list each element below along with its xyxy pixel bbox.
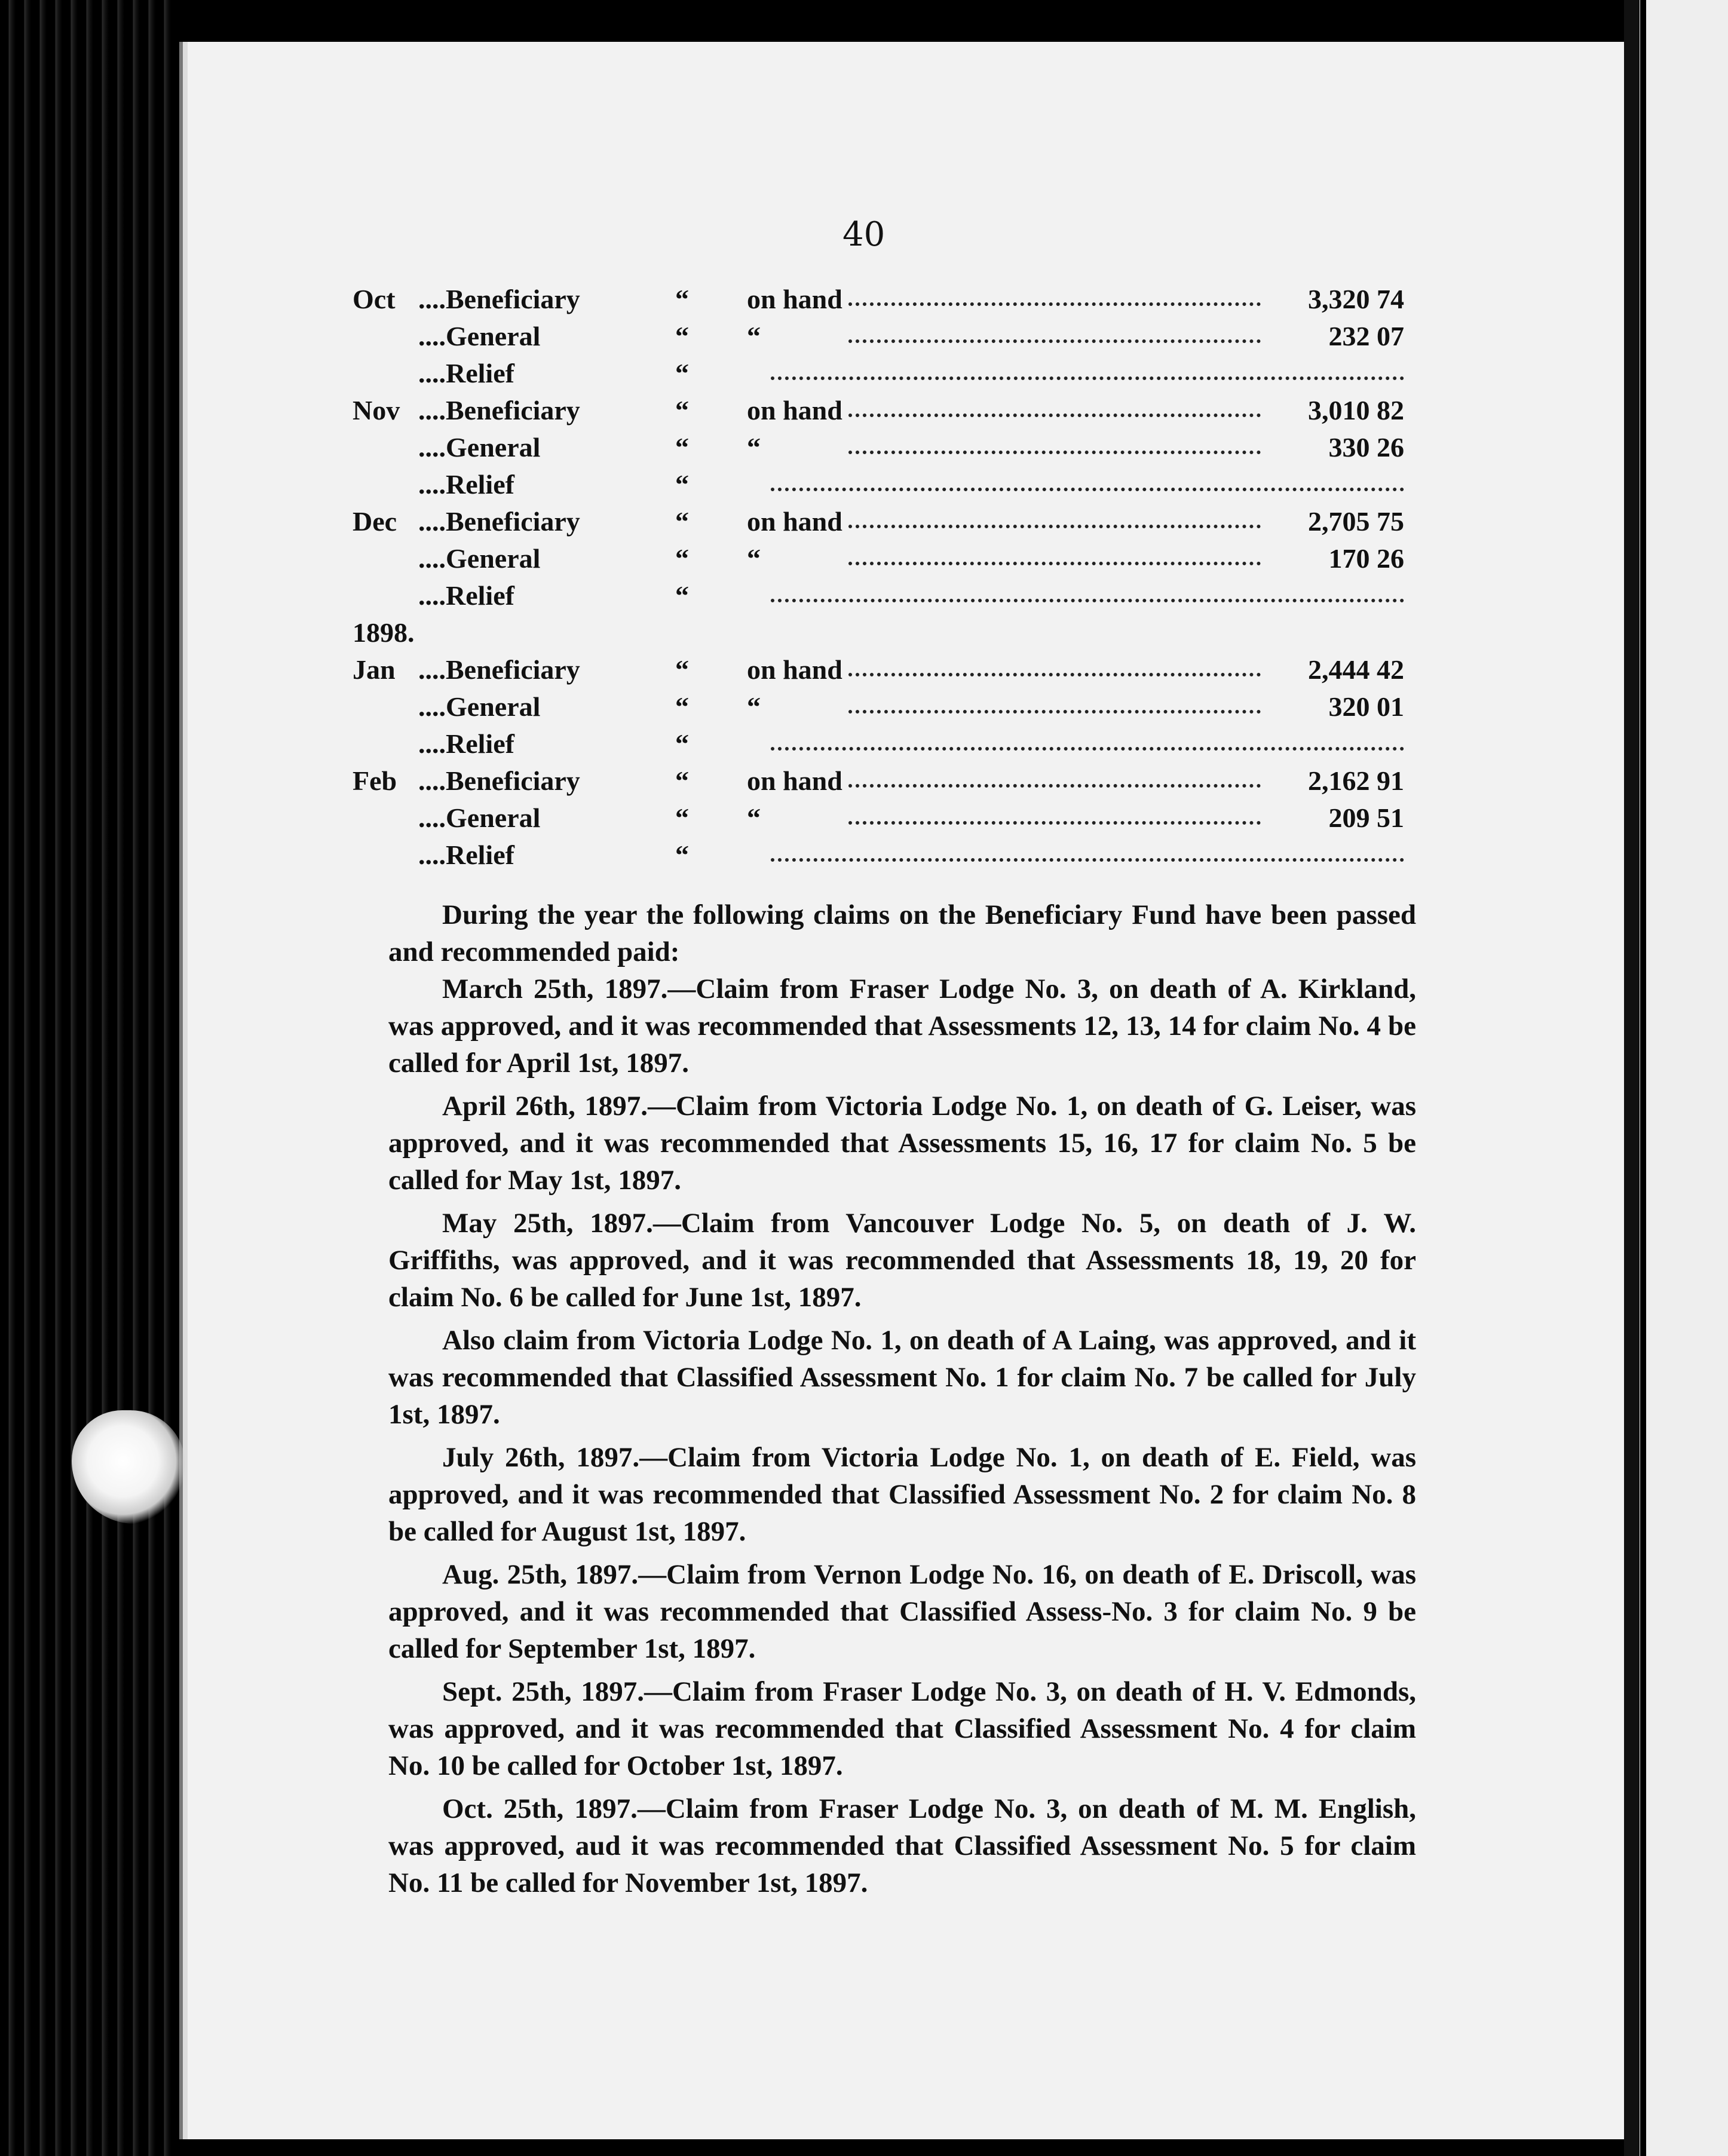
ledger-fund: ....Beneficiary bbox=[418, 395, 580, 425]
ledger-fund: ....Beneficiary bbox=[418, 654, 580, 685]
leader-dots bbox=[848, 429, 1261, 454]
ledger-amount: 2,705 75 bbox=[1308, 506, 1404, 537]
ledger-row bbox=[353, 540, 1404, 577]
page-number: 40 bbox=[842, 215, 886, 254]
facing-page-border bbox=[1640, 0, 1646, 2156]
ledger-ditto: “ bbox=[675, 469, 689, 500]
ledger-fund: ....Relief bbox=[418, 358, 514, 388]
ledger-amount: 170 26 bbox=[1328, 543, 1404, 574]
ledger-amount: 209 51 bbox=[1328, 803, 1404, 833]
year-heading: 1898. bbox=[353, 617, 415, 648]
ledger-fund: ....Beneficiary bbox=[418, 765, 580, 796]
ledger-row bbox=[353, 355, 1404, 392]
ledger-fund: ....General bbox=[418, 321, 541, 351]
ledger-fund: ....Relief bbox=[418, 580, 514, 611]
leader-dots bbox=[771, 355, 1404, 380]
claim-entry: Also claim from Victoria Lodge No. 1, on death of A Laing, was approved, and it was recommended that Classified Assessment No. 1 for claim No. 7 be called for July 1st, 1897. bbox=[388, 1325, 1416, 1430]
ledger-amount: 232 07 bbox=[1328, 321, 1404, 351]
ledger-ditto: “ bbox=[675, 840, 689, 870]
ledger-fund: ....Beneficiary bbox=[418, 284, 580, 314]
ledger-ditto: “ bbox=[675, 543, 689, 574]
ledger-row bbox=[353, 651, 1404, 688]
ledger-row bbox=[353, 503, 1404, 540]
claim-entry: Sept. 25th, 1897.—Claim from Fraser Lodge No. 3, on death of H. V. Edmonds, was approved, and it was recommended that Classified Assessment No. 4 for claim No. 10 be called for October 1st, 1897. bbox=[388, 1676, 1416, 1781]
ledger-amount: 2,162 91 bbox=[1308, 765, 1404, 796]
ledger-row bbox=[353, 392, 1404, 429]
ledger-ditto: “ bbox=[675, 432, 689, 463]
ledger-month: Nov bbox=[353, 395, 400, 425]
ledger-on-hand: on hand bbox=[747, 284, 842, 314]
claim-entry: April 26th, 1897.—Claim from Victoria Lodge No. 1, on death of G. Leiser, was approved, and it was recommended that Assessments 15, 16, 17 for claim No. 5 be called for May 1st, 1897. bbox=[388, 1091, 1416, 1196]
ledger-row bbox=[353, 281, 1404, 318]
leader-dots bbox=[771, 577, 1404, 602]
ledger-fund: ....Beneficiary bbox=[418, 506, 580, 537]
ledger-row bbox=[353, 688, 1404, 725]
ledger-row bbox=[353, 762, 1404, 800]
claims-text bbox=[388, 896, 1416, 1907]
ledger-on-hand: on hand bbox=[747, 506, 842, 537]
claim-entry: May 25th, 1897.—Claim from Vancouver Lodge No. 5, on death of J. W. Griffiths, was approved, and it was recommended that Assessments 18, 19, 20 for claim No. 6 be called for June 1st, 1897. bbox=[388, 1208, 1416, 1313]
claim-entry: July 26th, 1897.—Claim from Victoria Lodge No. 1, on death of E. Field, was approved, and it was recommended that Classified Assessment No. 2 for claim No. 8 be called for August 1st, 1897. bbox=[388, 1442, 1416, 1547]
ledger-row bbox=[353, 837, 1404, 874]
leader-dots bbox=[771, 466, 1404, 491]
ledger-fund: ....Relief bbox=[418, 840, 514, 870]
fund-ledger bbox=[353, 281, 1404, 874]
ledger-amount: 320 01 bbox=[1328, 691, 1404, 722]
leader-dots bbox=[848, 762, 1261, 788]
ledger-fund: ....Relief bbox=[418, 469, 514, 500]
leader-dots bbox=[848, 651, 1261, 676]
ledger-month: Jan bbox=[353, 654, 396, 685]
ledger-ditto: “ bbox=[675, 765, 689, 796]
leader-dots bbox=[771, 725, 1404, 751]
ledger-on-hand: on hand bbox=[747, 654, 842, 685]
leader-dots bbox=[848, 281, 1261, 306]
ledger-fund: ....General bbox=[418, 432, 541, 463]
ledger-fund: ....General bbox=[418, 691, 541, 722]
ledger-on-hand: “ bbox=[747, 691, 761, 722]
ledger-amount: 330 26 bbox=[1328, 432, 1404, 463]
leader-dots bbox=[848, 688, 1261, 713]
ledger-ditto: “ bbox=[675, 358, 689, 388]
ledger-fund: ....General bbox=[418, 543, 541, 574]
claim-entry: Oct. 25th, 1897.—Claim from Fraser Lodge No. 3, on death of M. M. English, was approved, aud it was recommended that Classified Assessment No. 5 for claim No. 11 be called for November 1st, 1897. bbox=[388, 1793, 1416, 1898]
ledger-on-hand: “ bbox=[747, 432, 761, 463]
ledger-ditto: “ bbox=[675, 803, 689, 833]
book-edge-left bbox=[0, 0, 179, 2156]
ledger-amount: 3,320 74 bbox=[1308, 284, 1404, 314]
leader-dots bbox=[771, 837, 1404, 862]
ledger-ditto: “ bbox=[675, 691, 689, 722]
page-gutter bbox=[1624, 0, 1640, 2156]
claims-intro: During the year the following claims on the Beneficiary Fund have been passed and recommended paid: bbox=[388, 899, 1416, 967]
claim-entry: March 25th, 1897.—Claim from Fraser Lodge No. 3, on death of A. Kirkland, was approved, and it was recommended that Assessments 12, 13, 14 for claim No. 4 be called for April 1st, 1897. bbox=[388, 973, 1416, 1079]
ledger-row bbox=[353, 429, 1404, 466]
leader-dots bbox=[848, 503, 1261, 528]
ledger-month: Oct bbox=[353, 284, 396, 314]
claim-entry: Aug. 25th, 1897.—Claim from Vernon Lodge No. 16, on death of E. Driscoll, was approved, and it was recommended that Classified Assess-No. 3 for claim No. 9 be called for September 1st, 1897. bbox=[388, 1559, 1416, 1664]
ledger-ditto: “ bbox=[675, 395, 689, 425]
ledger-row bbox=[353, 577, 1404, 614]
ledger-on-hand: “ bbox=[747, 803, 761, 833]
ledger-fund: ....Relief bbox=[418, 728, 514, 759]
ledger-row bbox=[353, 800, 1404, 837]
ledger-ditto: “ bbox=[675, 506, 689, 537]
ledger-on-hand: “ bbox=[747, 543, 761, 574]
ledger-fund: ....General bbox=[418, 803, 541, 833]
ledger-month: Dec bbox=[353, 506, 397, 537]
leader-dots bbox=[848, 392, 1261, 417]
leader-dots bbox=[848, 800, 1261, 825]
ledger-row bbox=[353, 466, 1404, 503]
ledger-row bbox=[353, 725, 1404, 762]
ledger-on-hand: on hand bbox=[747, 765, 842, 796]
ledger-ditto: “ bbox=[675, 321, 689, 351]
ledger-on-hand: “ bbox=[747, 321, 761, 351]
ledger-ditto: “ bbox=[675, 284, 689, 314]
ledger-amount: 2,444 42 bbox=[1308, 654, 1404, 685]
leader-dots bbox=[848, 318, 1261, 343]
ledger-row bbox=[353, 318, 1404, 355]
ledger-ditto: “ bbox=[675, 728, 689, 759]
ledger-month: Feb bbox=[353, 765, 397, 796]
facing-page-edge bbox=[1640, 0, 1728, 2156]
ledger-ditto: “ bbox=[675, 654, 689, 685]
leader-dots bbox=[848, 540, 1261, 565]
ledger-ditto: “ bbox=[675, 580, 689, 611]
ledger-on-hand: on hand bbox=[747, 395, 842, 425]
ledger-amount: 3,010 82 bbox=[1308, 395, 1404, 425]
